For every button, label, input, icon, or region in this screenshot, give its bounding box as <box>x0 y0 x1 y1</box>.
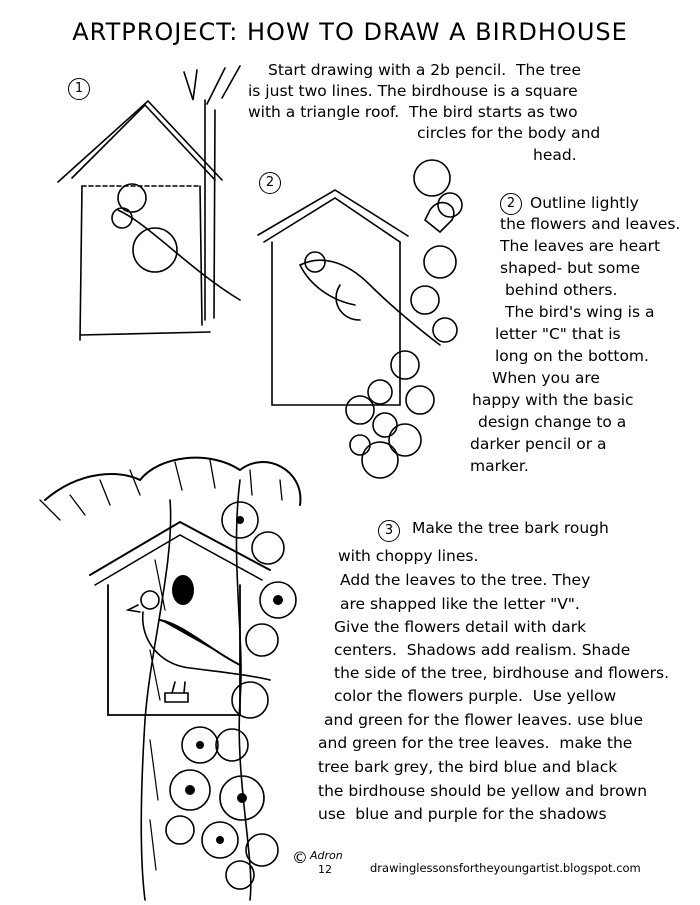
step-2-line: happy with the basic <box>472 391 634 409</box>
step-2-line: behind others. <box>505 281 618 299</box>
step-3-line: the side of the tree, birdhouse and flowers. <box>334 664 669 682</box>
step-3-number: 3 <box>378 520 400 542</box>
step-3-line: tree bark grey, the bird blue and black <box>318 758 618 776</box>
footer-url[interactable]: drawinglessonsfortheyoungartist.blogspot.com <box>370 861 641 875</box>
step-3-line: color the flowers purple. Use yellow <box>334 687 617 705</box>
step-1-line: Start drawing with a 2b pencil. The tree <box>268 61 581 79</box>
step2-birdhouse-outline <box>258 160 462 478</box>
step-2-number: 2 <box>506 196 516 211</box>
step-1-line: is just two lines. The birdhouse is a square <box>248 82 578 100</box>
step-3-line: Make the tree bark rough <box>412 519 609 537</box>
step-2-line: When you are <box>492 369 600 387</box>
tree-lines-sketch <box>184 66 240 104</box>
step-2-line: Outline lightly <box>530 194 639 212</box>
step-2-line: the flowers and leaves. <box>500 215 681 233</box>
step-2-line: The bird's wing is a <box>505 303 655 321</box>
step-2-number: 2 <box>265 175 275 190</box>
step-2-line: marker. <box>470 457 529 475</box>
step-2-line: darker pencil or a <box>470 435 607 453</box>
step-2-number-inline <box>500 193 522 215</box>
step-3-line: Give the flowers detail with dark <box>334 618 587 636</box>
step1-birdhouse-sketch <box>58 100 240 340</box>
step-3-line: and green for the tree leaves. make the <box>318 734 633 752</box>
step-3-line: use blue and purple for the shadows <box>318 805 607 823</box>
step3-finished-birdhouse <box>40 458 300 900</box>
step-3-line: centers. Shadows add realism. Shade <box>334 641 631 659</box>
step-3-line: with choppy lines. <box>338 547 479 565</box>
step-2-line: shaped- but some <box>500 259 640 277</box>
step-1-line: with a triangle roof. The bird starts as two <box>248 103 578 121</box>
step-2-line: long on the bottom. <box>495 347 649 365</box>
step-3-line: the birdhouse should be yellow and brown <box>318 782 648 800</box>
step-1-line: head. <box>533 146 577 164</box>
step-2-line: The leaves are heart <box>500 237 661 255</box>
signature-year: 12 <box>318 863 332 876</box>
artist-signature: Adron <box>310 849 343 862</box>
step-3-line: and green for the flower leaves. use blue <box>324 711 643 729</box>
step-3-line: Add the leaves to the tree. They <box>340 571 591 589</box>
step-2-line: letter "C" that is <box>495 325 621 343</box>
step-1-line: circles for the body and <box>417 124 601 142</box>
step-2-marker <box>259 172 281 194</box>
step-1-number: 1 <box>68 78 90 100</box>
copyright-symbol: © <box>292 848 308 867</box>
step-3-line: are shapped like the letter "V". <box>340 595 580 613</box>
step-2-line: design change to a <box>478 413 627 431</box>
page-title: ARTPROJECT: HOW TO DRAW A BIRDHOUSE <box>72 18 628 46</box>
